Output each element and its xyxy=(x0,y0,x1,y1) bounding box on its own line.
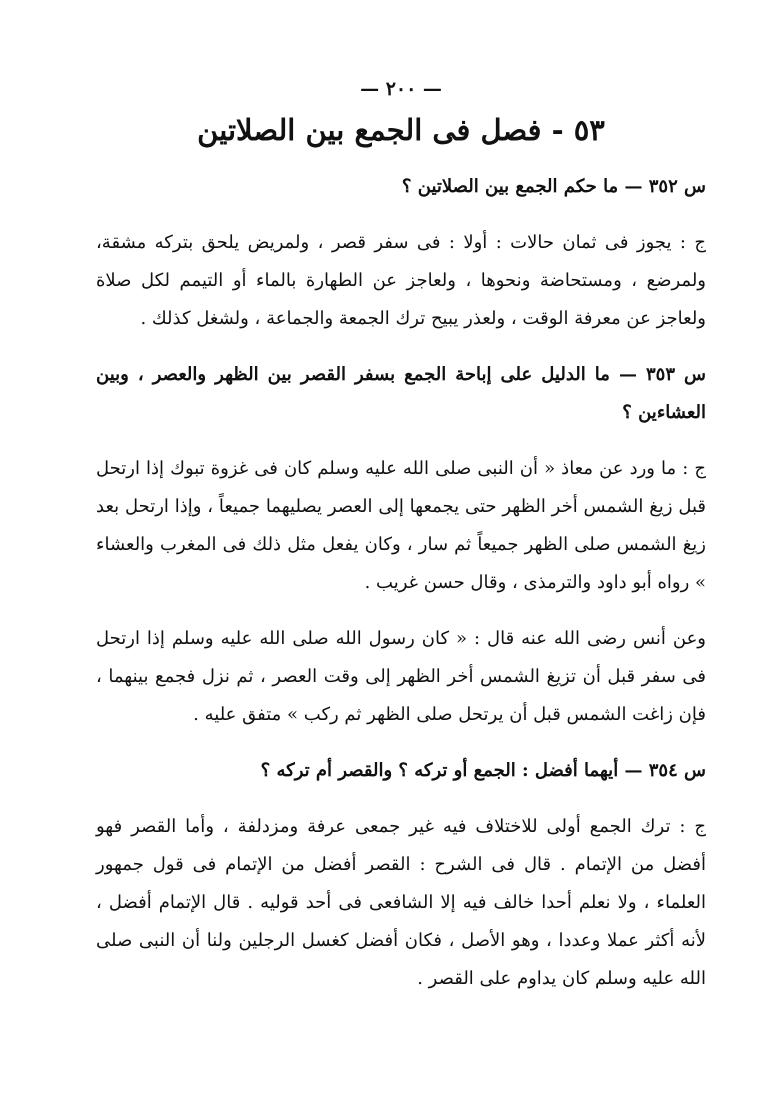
answer-353-anas xyxy=(96,620,706,734)
answer-353 xyxy=(96,450,706,602)
question-text: س ٣٥٢ — ما حكم الجمع بين الصلاتين ؟ xyxy=(401,176,706,197)
question-text: س ٣٥٣ — ما الدليل على إباحة الجمع بسفر القصر بين الظهر والعصر ، وبين العشاءين ؟ xyxy=(96,364,707,423)
question-352 xyxy=(96,168,706,206)
answer-text: ج : ما ورد عن معاذ « أن النبى صلى الله عليه وسلم كان فى غزوة تبوك إذا ارتحل قبل زيغ الشمس أخر الظهر حتى يجمعها إلى العصر يصليهما جميعاً ، وإذا ارتحل بعد زيغ الشمس صلى الظهر جميعاً ثم سار ، وكان يفعل مثل ذلك فى المغرب والعشاء » رواه أبو داود والترمذى ، وقال حسن غريب . xyxy=(96,458,706,593)
answer-text: ج : يجوز فى ثمان حالات : أولا : فى سفر قصر ، ولمريض يلحق بتركه مشقة، ولمرضع ، ومستحاضة ونحوها ، ولعاجز عن الطهارة بالماء أو التيمم لكل صلاة ولعاجز عن معرفة الوقت ، ولعذر يبيح ترك الجمعة والجماعة ، ولشغل كذلك . xyxy=(96,232,706,329)
question-text: س ٣٥٤ — أيهما أفضل : الجمع أو تركه ؟ والقصر أم تركه ؟ xyxy=(260,760,706,781)
answer-text: ج : ترك الجمع أولى للاختلاف فيه غير جمعى عرفة ومزدلفة ، وأما القصر فهو أفضل من الإتمام . قال فى الشرح : القصر أفضل من الإتمام فى قول جمهور العلماء ، ولا نعلم أحدا خالف فيه إلا الشافعى فى أحد قوليه . قال الإتمام أفضل ، لأنه أكثر عملا وعددا ، وهو الأصل ، فكان أفضل كغسل الرجلين ولنا أن النبى صلى الله عليه وسلم كان يداوم على القصر . xyxy=(96,816,706,989)
question-353 xyxy=(96,356,706,432)
answer-text: وعن أنس رضى الله عنه قال : « كان رسول الله صلى الله عليه وسلم إذا ارتحل فى سفر قبل أن تزيغ الشمس أخر الظهر إلى وقت العصر ، ثم نزل فجمع بينهما ، فإن زاغت الشمس قبل أن يرتحل صلى الظهر ثم ركب » متفق عليه . xyxy=(96,628,706,725)
chapter-title: ٥٣ - فصل فى الجمع بين الصلاتين xyxy=(197,113,605,147)
question-354 xyxy=(96,752,706,790)
page-number: — ٢٠٠ — xyxy=(360,78,442,100)
answer-354 xyxy=(96,808,706,998)
answer-352 xyxy=(96,224,706,338)
document-page xyxy=(96,78,706,1016)
